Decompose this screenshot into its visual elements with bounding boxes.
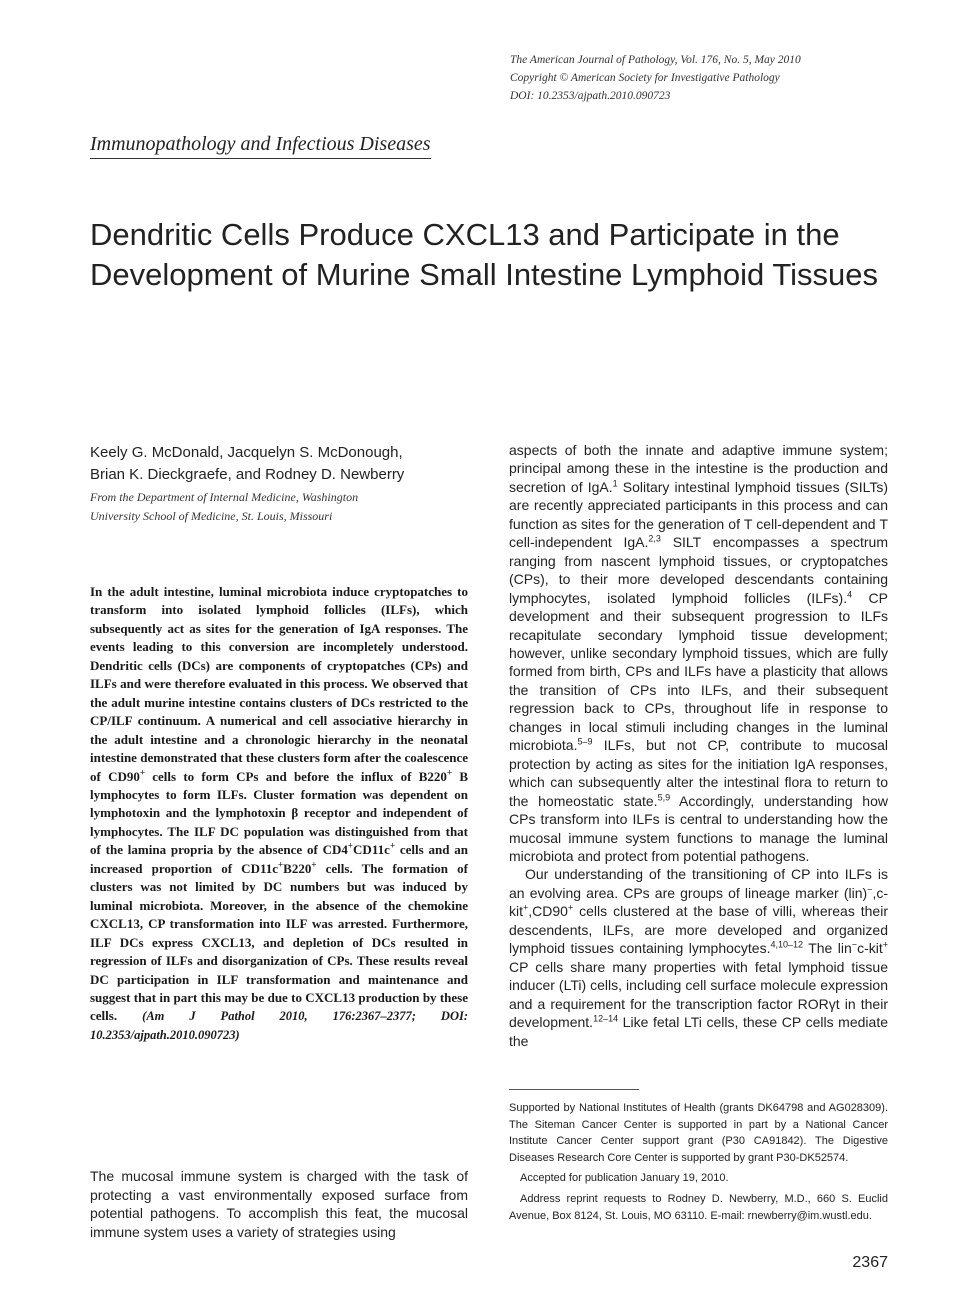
superscript: +	[446, 767, 453, 778]
footnotes	[509, 1100, 888, 1228]
superscript: +	[311, 859, 317, 870]
journal-header	[510, 51, 950, 105]
body-paragraph	[509, 441, 888, 865]
body-text: ,c-kit	[509, 884, 888, 920]
abstract-citation: (Am J Pathol 2010, 176:2367–2377; DOI: 10.2353/ajpath.2010.090723)	[90, 1009, 469, 1042]
body-text: Like fetal LTi cells, these CP cells mediate the	[509, 1014, 888, 1049]
author-list	[90, 442, 470, 486]
reference-link[interactable]: 2,3	[648, 533, 661, 544]
body-text: SILT encompasses a spectrum ranging from nascent lymphoid tissues, or cryptopatches (CPs), to their more developed descendants containing lymphocytes, isolated lymphoid follicles (ILFs).	[509, 534, 888, 606]
abstract-text: B220	[283, 860, 312, 876]
superscript: +	[278, 859, 284, 870]
journal-copyright: Copyright © American Society for Investigative Pathology	[510, 72, 780, 84]
accepted-note: Accepted for publication January 19, 2010.	[520, 1172, 729, 1185]
body-text: Solitary intestinal lymphoid tissues (SILTs) are recently appreciated participants in this process and can function as sites for the generation of T cell-dependent and T cell-independent IgA.	[509, 478, 888, 551]
body-text: CP cells share many properties with fetal lymphoid tissue inducer (LTi) cells, including cell surface molecule expression and a requirement for the transcription factor RORγt in their development.	[509, 958, 888, 1031]
reference-link[interactable]: 4	[847, 588, 853, 599]
author-line: Brian K. Dieckgraefe, and Rodney D. Newberry	[90, 466, 405, 483]
superscript: +	[882, 939, 888, 950]
author-affiliation	[90, 488, 470, 526]
abstract-text: CD11c	[353, 842, 390, 858]
superscript: +	[523, 902, 529, 913]
body-text: CP development and their subsequent progression to ILFs recapitulate secondary lymphoid tissue development; however, unlike secondary lymphoid tissues, which are fully formed from birth, CPs and ILFs have a plasticity that allows the transition of CPs into ILFs, and their subsequent regression back to CPs, throughout life in response to changes in local stimuli including changes in the luminal microbiota.	[509, 589, 888, 754]
abstract-text: In the adult intestine, luminal microbiota induce cryptopatches to transform into isolated lymphoid follicles (ILFs), which subsequently act as sites for the generation of IgA responses. The events leading to this conversion are incompletely understood. Dendritic cells (DCs) are components of cryptopatches (CPs) and ILFs and were therefore evaluated in this process. We observed that the adult murine intestine contains clusters of DCs restricted to the CP/ILF continuum. A numerical and cell associative hierarchy in the adult intestine and a chronologic hierarchy in the neonatal intestine demonstrated that these clusters form after the coalescence of CD90	[90, 584, 468, 784]
superscript: +	[347, 841, 354, 852]
superscript: +	[567, 902, 574, 913]
section-heading: Immunopathology and Infectious Diseases	[90, 131, 431, 159]
body-paragraph	[509, 865, 888, 1050]
body-text: The lin	[803, 940, 852, 957]
reference-link[interactable]: 4,10–12	[770, 939, 804, 950]
body-text: ILFs, but not CP, contribute to mucosal protection by acting as sites for the initiation IgA responses, which can subsequently alter the intestinal flora to return to the homeostatic state.	[509, 737, 888, 809]
author-line: Keely G. McDonald, Jacquelyn S. McDonough,	[90, 444, 403, 461]
reference-link[interactable]: 5–9	[577, 736, 593, 747]
journal-citation: The American Journal of Pathology, Vol. 176, No. 5, May 2010	[510, 54, 801, 66]
abstract-text: cells. The formation of clusters was not limited by DC numbers but was induced by luminal microbiota. Moreover, in the absence of the chemokine CXCL13, CP transformation into ILF was arrested. Furthermore, ILF DCs express CXCL13, and depletion of DCs resulted in regression of ILFs and disorganization of CPs. These results reveal DC participation in ILF transformation and maintenance and suggest that in part this may be due to CXCL13 production by these cells.	[90, 860, 468, 1024]
footnote-divider	[509, 1089, 639, 1090]
superscript: +	[139, 767, 145, 778]
body-text: Our understanding of the transitioning of CP into ILFs is an evolving area. CPs are groups of lineage marker (lin)	[509, 866, 888, 901]
reference-link[interactable]: 5,9	[657, 791, 671, 802]
reference-link[interactable]: 1	[612, 478, 618, 489]
affiliation-line: From the Department of Internal Medicine, Washington	[90, 490, 359, 504]
body-text: aspects of both the innate and adaptive immune system; principal among these in the intestine is the production and secretion of IgA.	[509, 442, 888, 495]
superscript: −	[851, 939, 858, 950]
page-number: 2367	[852, 1254, 888, 1271]
superscript: −	[867, 884, 873, 895]
body-column-right	[509, 441, 888, 1050]
body-text: Accordingly, understanding how CPs transform into ILFs is central to understanding how the mucosal immune system functions to manage the luminal microbiota and protect from potential pathogens.	[509, 792, 888, 864]
body-text: ,CD90	[528, 903, 568, 920]
abstract	[90, 583, 468, 1044]
reprint-address-note: Address reprint requests to Rodney D. Newberry, M.D., 660 S. Euclid Avenue, Box 8124, St. Louis, MO 63110. E-mail: rnewberry@im.wustl.edu.	[509, 1192, 888, 1222]
abstract-text: cells and an increased proportion of CD11c	[90, 842, 469, 876]
body-text: cells clustered at the base of villi, whereas their descendents, ILFs, are more developed and organized lymphoid tissues containing lymphocytes.	[509, 903, 888, 957]
body-text: c-kit	[857, 940, 883, 957]
introduction-text: The mucosal immune system is charged with the task of protecting a vast environmentally exposed surface from potential pathogens. To accomplish this feat, the mucosal immune system uses a variety of strategies using	[90, 1168, 468, 1240]
affiliation-line: University School of Medicine, St. Louis, Missouri	[90, 509, 333, 523]
article-title: Dendritic Cells Produce CXCL13 and Participate in the Development of Murine Small Intestine Lymphoid Tissues	[90, 217, 879, 292]
abstract-text: cells to form CPs and before the influx of B220	[145, 768, 447, 784]
superscript: +	[389, 841, 396, 852]
journal-doi: DOI: 10.2353/ajpath.2010.090723	[510, 90, 671, 102]
reference-link[interactable]: 12–14	[593, 1013, 619, 1024]
funding-note: Supported by National Institutes of Health (grants DK64798 and AG028309). The Siteman Cancer Center is supported in part by a National Cancer Institute Cancer Center support grant (P30 CA91842). The Digestive Diseases Research Core Center is supported by grant P30-DK52574.	[509, 1102, 888, 1164]
abstract-text: B lymphocytes to form ILFs. Cluster formation was dependent on lymphotoxin and the lymphotoxin β receptor and independent of lymphocytes. The ILF DC population was distinguished from that of the lamina propria by the absence of CD4	[90, 768, 469, 858]
